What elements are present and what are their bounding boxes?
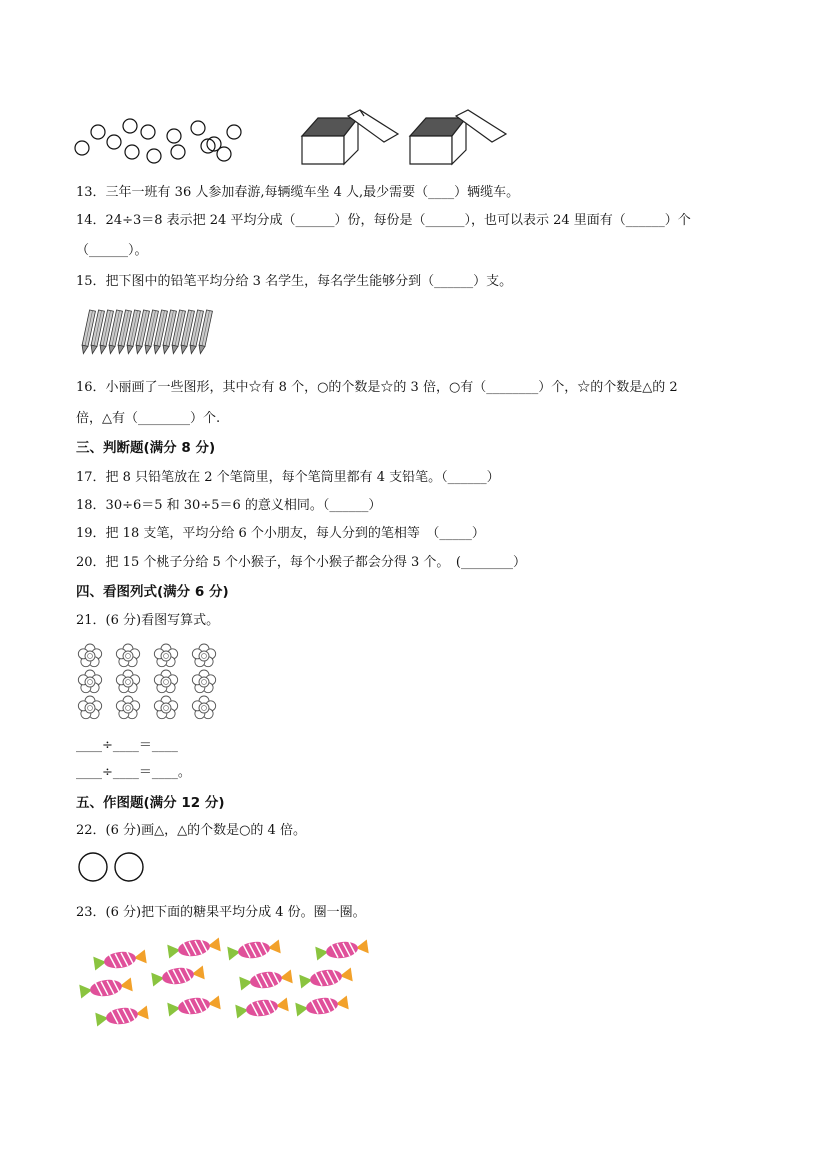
flower-icon: [78, 670, 101, 693]
small-circle: [75, 141, 89, 155]
question-21: 21．(6 分)看图写算式。: [76, 613, 220, 628]
question-14-line1: 14．24÷3＝8 表示把 24 平均分成（______）份，每份是（______），也可以表示 24 里面有（______）个: [76, 213, 691, 228]
small-circle: [123, 119, 137, 133]
question-16-line1: 16．小丽画了一些图形，其中☆有 8 个，○的个数是☆的 3 倍，○有（________）个，☆的个数是△的 2: [76, 380, 678, 395]
section-4-title: 四、看图列式(满分 6 分): [76, 584, 229, 600]
flower-icon: [154, 670, 177, 693]
question-15: 15．把下图中的铅笔平均分给 3 名学生，每名学生能够分到（______）支。: [76, 274, 513, 289]
question-18: 18．30÷6＝5 和 30÷5＝6 的意义相同。（______）: [76, 498, 382, 513]
open-boxes-figure: [298, 110, 512, 168]
section-5-title: 五、作图题(满分 12 分): [76, 795, 225, 811]
small-circle: [167, 129, 181, 143]
equation-1: ____÷____＝____: [76, 738, 178, 753]
pencils-figure: [82, 308, 222, 358]
small-circle: [171, 145, 185, 159]
flower-icon: [78, 644, 101, 667]
section-3-title: 三、判断题(满分 8 分): [76, 440, 216, 456]
candies-figure: [78, 936, 374, 1032]
small-circle: [107, 135, 121, 149]
question-13: 13．三年一班有 36 人参加春游,每辆缆车坐 4 人,最少需要（____）辆缆车。: [76, 185, 520, 200]
flower-icon: [192, 644, 215, 667]
circle-2: [115, 853, 143, 881]
flower-icon: [192, 696, 215, 719]
box-2: [410, 110, 506, 164]
flower-icon: [116, 670, 139, 693]
flower-icon: [116, 696, 139, 719]
question-22: 22．(6 分)画△，△的个数是○的 4 倍。: [76, 823, 306, 838]
small-circle: [191, 121, 205, 135]
equation-2: ____÷____＝____。: [76, 765, 191, 780]
question-16-line2: 倍，△有（________）个.: [76, 411, 221, 426]
candy-icon: [315, 938, 369, 961]
candy-icon: [167, 936, 221, 959]
candy-icon: [151, 964, 205, 987]
candy-icon: [239, 968, 293, 991]
candy-icon: [79, 976, 133, 999]
small-circle: [147, 149, 161, 163]
flower-icon: [116, 644, 139, 667]
small-circle: [141, 125, 155, 139]
flowers-figure: [76, 644, 220, 720]
two-circles-figure: [78, 850, 148, 884]
candy-icon: [167, 994, 221, 1017]
box-1: [302, 110, 398, 164]
candy-icon: [227, 938, 281, 961]
candy-icon: [299, 966, 353, 989]
candy-icon: [295, 994, 349, 1017]
circle-1: [79, 853, 107, 881]
flower-icon: [78, 696, 101, 719]
question-14-line2: （______）。: [76, 243, 148, 258]
flower-icon: [154, 644, 177, 667]
small-circle: [227, 125, 241, 139]
small-circle: [125, 145, 139, 159]
question-23: 23．(6 分)把下面的糖果平均分成 4 份。圈一圈。: [76, 905, 366, 920]
flower-icon: [192, 670, 215, 693]
circles-figure: [74, 118, 246, 162]
candy-icon: [235, 996, 289, 1019]
candy-icon: [95, 1004, 149, 1027]
flower-icon: [154, 696, 177, 719]
candy-icon: [93, 948, 147, 971]
question-20: 20．把 15 个桃子分给 5 个小猴子，每个小猴子都会分得 3 个。 (________）: [76, 555, 526, 570]
question-17: 17．把 8 只铅笔放在 2 个笔筒里，每个笔筒里都有 4 支铅笔。（______）: [76, 470, 500, 485]
question-19: 19．把 18 支笔，平均分给 6 个小朋友，每人分到的笔相等 （_____）: [76, 526, 485, 541]
small-circle: [91, 125, 105, 139]
